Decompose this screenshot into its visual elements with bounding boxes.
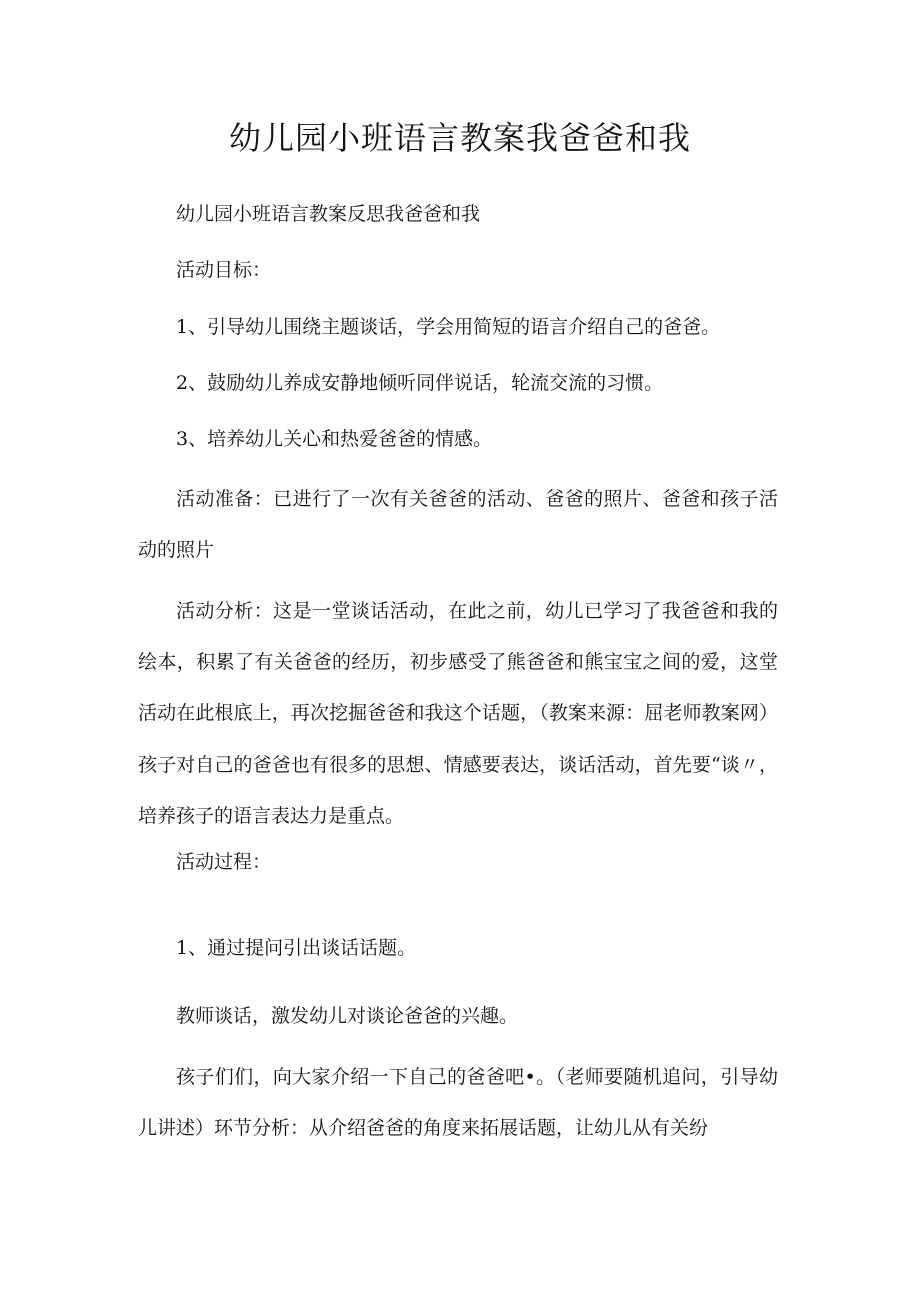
paragraph-goals-heading: 活动目标： <box>176 259 272 281</box>
paragraph-process-step-1: 1、通过提问引出谈话话题。 <box>176 937 417 959</box>
paragraph-children-intro: 孩子们们，向大家介绍一下自己的爸爸吧•。（老师要随机追问，引导幼儿讲述）环节分析：从介绍爸爸的角度来拓展话题，让幼儿从有关纷 <box>138 1066 778 1140</box>
paragraph-goal-1: 1、引导幼儿围绕主题谈话，学会用简短的语言介绍自己的爸爸。 <box>176 316 721 338</box>
paragraph-goal-3: 3、培养幼儿关心和热爱爸爸的情感。 <box>176 428 493 450</box>
paragraph-teacher-talk: 教师谈话，激发幼儿对谈论爸爸的兴趣。 <box>176 1005 519 1027</box>
paragraph-preparation: 活动准备：已进行了一次有关爸爸的活动、爸爸的照片、爸爸和孩子活动的照片 <box>138 488 778 562</box>
document-title: 幼儿园小班语言教案我爸爸和我 <box>228 119 691 157</box>
paragraph-goal-2: 2、鼓励幼儿养成安静地倾听同伴说话，轮流交流的习惯。 <box>176 372 664 394</box>
paragraph-process-heading: 活动过程： <box>176 851 272 873</box>
paragraph-subtitle: 幼儿园小班语言教案反思我爸爸和我 <box>176 203 481 225</box>
paragraph-analysis: 活动分析：这是一堂谈话活动，在此之前，幼儿已学习了我爸爸和我的绘本，积累了有关爸爸的经历，初步感受了熊爸爸和熊宝宝之间的爱，这堂活动在此根底上，再次挖掘爸爸和我这个话题，（教案来源：屈老师教案网）孩子对自己的爸爸也有很多的思想、情感要表达，谈话活动，首先要“谈〃，培养孩子的语言表达力是重点。 <box>138 600 778 827</box>
